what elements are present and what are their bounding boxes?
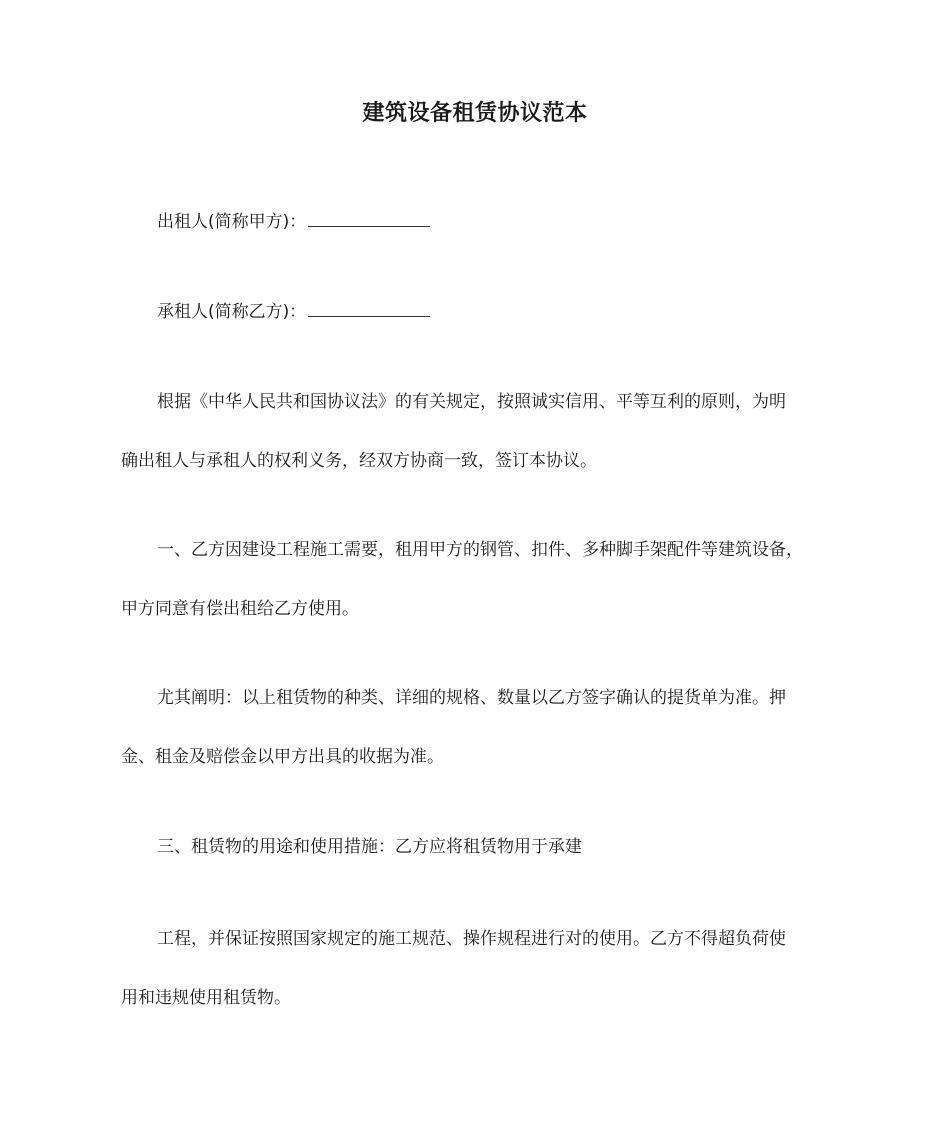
clause-3-cont-line-2: 用和违规使用租赁物。 [121,988,291,1008]
clause-3-cont-line-1: 工程，并保证按照国家规定的施工规范、操作规程进行对的使用。乙方不得超负荷使 [157,929,786,949]
lessee-label: 承租人(简称乙方)： [157,302,307,322]
document-title: 建筑设备租赁协议范本 [362,101,588,126]
lessor-line [157,208,841,234]
lessor-blank-field[interactable] [308,208,430,227]
clause-1-line-2: 甲方同意有偿出租给乙方使用。 [121,599,359,619]
clause-note-line-2: 金、租金及赔偿金以甲方出具的收据为准。 [121,747,444,767]
lessor-label: 出租人(简称甲方)： [157,212,307,232]
lessee-line [157,298,841,324]
intro-line-2: 确出租人与承租人的权利义务，经双方协商一致，签订本协议。 [121,451,597,471]
lessee-blank-field[interactable] [308,298,430,317]
clause-1-line-1: 一、乙方因建设工程施工需要，租用甲方的钢管、扣件、多种脚手架配件等建筑设备， [157,540,803,560]
clause-3-line-1: 三、租赁物的用途和使用措施：乙方应将租赁物用于承建 [157,837,582,857]
clause-note-line-1: 尤其阐明：以上租赁物的种类、详细的规格、数量以乙方签字确认的提货单为准。押 [157,688,786,708]
intro-line-1: 根据《中华人民共和国协议法》的有关规定，按照诚实信用、平等互利的原则，为明 [157,392,786,412]
